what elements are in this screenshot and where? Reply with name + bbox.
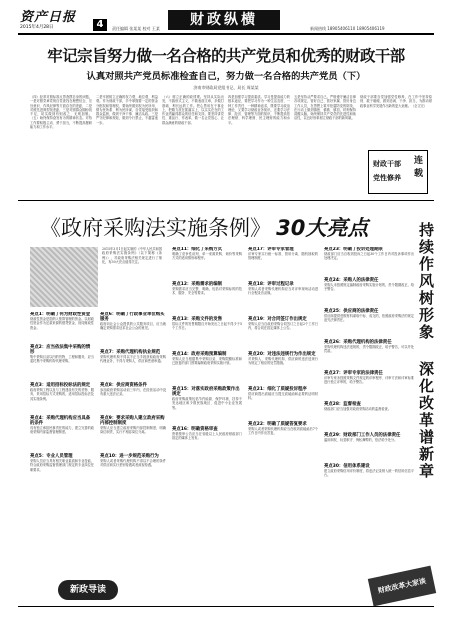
point-text: 资格预审公告应当在省级以上人民政府财政部门指定的媒体上发布。: [172, 432, 242, 441]
points-col-1: [30, 312, 94, 574]
masthead-divider: [18, 33, 434, 35]
vertical-slogan: 持续作风树形象 深化改革谱新章: [417, 222, 435, 480]
point-text: 采购代理机构违法违规的，责令限期改正，给予警告，可以并处罚款。: [324, 345, 414, 354]
point-heading: 亮点10：进一步规范采购行为: [100, 454, 159, 459]
point-heading: 亮点1：明确了何为财政性资金: [30, 312, 91, 317]
point-text: 采购人或者采购代理机构应当对评审现场活动进行全程录音录像。: [248, 287, 318, 296]
points-col-2: [100, 312, 166, 574]
point-text: 明确了竞争性谈判、单一来源采购、询价等采购方式的适用情形和程序。: [172, 252, 242, 261]
footer-rule: [18, 606, 434, 607]
point-text: 评审专家实行统一标准、管用分离、随机抽取的管理制度。: [248, 252, 318, 261]
point-text: 财政部门应当自收到投诉之日起30个工作日内对投诉事项作出处理决定。: [324, 252, 414, 261]
point-heading: 亮点6：明确了行政事业单位购买服务: [100, 312, 165, 322]
point-heading: 亮点15：对落实政府采购政策作出规定: [172, 387, 240, 397]
points-col-3: [172, 247, 242, 574]
feature-intro: 2015年3月1日起实施的《中华人民共和国政府采购法实施条例》（以下简称《条例》），对政府采购法相关规定进行了细化，有30大亮点值得关注。: [102, 247, 162, 264]
edition-number: 4: [93, 19, 107, 31]
point-heading: 亮点17：评审专家管理: [248, 247, 294, 252]
sidebar-box: [368, 150, 428, 194]
section-divider: [18, 200, 434, 201]
point-heading: 亮点19：对合同签订作出规定: [248, 317, 307, 322]
bottom-left-banner: [58, 580, 118, 600]
point-text: 集中采购目录以内的货物、工程和服务，应当委托集中采购机构代理采购。: [30, 355, 94, 364]
article-column: 四是加强学习提高素质。学习是提高能力的根本途径，要把学习作为一种生活态度、一种工作责任、一种精神追求，既要学习政治理论，又要学习财政业务知识，还要学习法律、经济、管理等方面的知识，不断提高依法理财、科学理财、民主理财的能力和水平。: [228, 95, 290, 125]
point-text: 供应商提供虚假材料谋取中标、成交的，依照政府采购法的规定追究法律责任。: [324, 314, 414, 323]
point-heading: 亮点26：采购代理机构的法律责任: [324, 340, 392, 345]
date-line: 2015年4月28日: [20, 25, 54, 30]
point-heading: 亮点25：供应商的法律责任: [324, 309, 379, 314]
point-text: 采购人应当建立政府采购内部控制制度，明确岗位职责，实行不相容岗位分离。: [100, 426, 166, 435]
sub-headline: 认真对照共产党员标准检查自己，努力做一名合格的共产党员（下）: [86, 71, 366, 82]
point-heading: 亮点9：要求采购人建立政府采购内部控制制度: [100, 416, 165, 426]
point-text: 采购人应当根据集中采购目录、采购限额标准和已批复的部门预算编制政府采购实施计划。: [172, 357, 242, 366]
point-heading: 亮点22：明确了质疑答复要求: [248, 422, 307, 427]
point-text: 参加政府采购活动前三年内，在经营活动中没有重大违法记录。: [100, 388, 166, 397]
feature-title-highlight: 30大亮点: [276, 216, 369, 240]
byline: 济南市财政局党组书记、局长 周某某: [193, 85, 259, 90]
point-heading: 亮点12：采购需求的编制: [172, 282, 223, 287]
point-text: 财政性资金是指纳入预算管理的资金。以财政性资金作为还款来源的借贷资金，视同财政性资金。: [30, 317, 94, 330]
article-column: 五是坚持从严要求自己。严格遵守廉洁自律各项规定，管好自己、管好家属、管好身边工作人员，在思想上筑牢拒腐防变的防线，在行动上做到慎独、慎微、慎初，时刻保持清醒头脑，始终保持共产党员的先进性和纯洁性，以良好形象树立财政干部的新风貌。: [294, 95, 356, 121]
point-heading: 亮点5：专业人员管理: [30, 454, 73, 459]
point-heading: 亮点27：评审专家的法律责任: [324, 371, 383, 376]
contact-line: 新闻热线 18905406110 18905406119: [310, 26, 385, 31]
points-col-4: [248, 247, 318, 574]
point-heading: 亮点14：政府采购预算编制: [172, 352, 227, 357]
point-heading: 亮点7：采购代理机构执业规范: [100, 350, 161, 355]
point-heading: 亮点20：对违法违规行为作出规定: [248, 352, 316, 357]
sidebar-line2: 党性修养: [373, 174, 401, 182]
point-text: 采购人应当自政府采购合同签订之日起2个工作日内，将合同在指定媒体上公告。: [248, 322, 318, 331]
point-text: 采购需求应当完整、明确，包括对采购标的的技术、服务、安全等要求。: [172, 287, 242, 296]
point-text: 采购人员应当具有相关职业素质和专业技能，符合政府采购监督管理部门规定的专业岗位任职要求。: [30, 459, 94, 472]
point-heading: 亮点3：适用招标投标法的规定: [30, 383, 91, 388]
point-text: 滥用职权、玩忽职守、徇私舞弊的，依法给予处分。: [324, 438, 398, 442]
edition-meta: 责任编辑 张某某 校对 王某: [112, 26, 160, 31]
point-heading: 亮点30：信用体系建设: [324, 464, 370, 469]
paper-logo: 资产日报: [20, 10, 77, 25]
point-text: 具有独立承担民事责任的能力，建立完善的政府采购内部监督管理制度。: [30, 426, 94, 435]
point-heading: 亮点8：供应商资格条件: [100, 383, 147, 388]
article-column: （四）经常对照标准反思查摆自身的问题。一是对照党章党规自觉查找在理想信念、宗旨意识、作风纪律等方面存在的差距，二是对照先进典型找差距，三是对照群众期盼找不足，切实做到有则改之、无则加勉。（五）始终保持奋发有为的精神状态。对待工作要积极主动、勇于担当，不断提高履职能力和工作水平。: [30, 95, 92, 130]
point-text: 采购人未按照规定编制政府采购实施计划的，责令限期改正，给予警告。: [324, 283, 414, 292]
sidebar-vertical: 连载: [412, 155, 422, 181]
feature-title: [40, 212, 390, 242]
point-text: 供应商提出质疑应当提交质疑函和必要的证明材料。: [248, 392, 318, 401]
feature-illustration: [30, 247, 98, 307]
point-heading: 亮点13：采购文件的发售: [172, 317, 223, 322]
point-heading: 亮点23：明确了投诉处理期限: [324, 247, 383, 252]
point-text: 采购代理机构不得以不正当手段获取政府采购代理业务，不得与采购人、供应商恶意串通。: [100, 355, 166, 364]
point-text: 建立政府采购信用评价制度，将违法记录纳入统一的信用信息平台。: [324, 469, 414, 478]
bottom-right-banner-text: 财政改革大家谈: [377, 576, 427, 596]
point-heading: 亮点28：监督检查: [324, 402, 361, 407]
point-text: 政府向社会公众提供的公共服务项目，应当就确定采购需求征求社会公众的意见。: [100, 322, 166, 331]
sidebar-line1: 财政干部: [373, 160, 401, 168]
point-text: 招标文件的发售期限自开始发出之日起不得少于5个工作日。: [172, 322, 242, 331]
point-text: 政府采购工程以及与工程建设有关的货物、服务，采用招标方式采购的，适用招标投标法及其实施条例。: [30, 388, 94, 401]
point-text: 对采购人、采购代理机构、供应商的违法违规行为规定了相应的处罚措施。: [248, 357, 318, 366]
point-heading: 亮点2：应当依法集中采购的情形: [30, 345, 91, 355]
article-column: 二是牢固树立正确的权力观、地位观、利益观。作为财政干部，手中掌握着一定的资金分配权和管理权，要始终做到权为民所用、情为民所系、利为民所谋，自觉接受组织和群众监督，做到干净干事、廉洁从政。三是严守纪律和规矩，做到令行禁止，不越雷池一步。: [96, 95, 158, 125]
point-text: 财政部门应当加强对政府采购活动的监督检查。: [324, 407, 391, 411]
point-text: 采购人或者采购代理机构应当在收到质疑函后7个工作日内作出答复。: [248, 427, 318, 436]
section-title: 财政纵横: [190, 12, 258, 28]
feature-title-main: 《政府采购法实施条例》: [40, 216, 271, 240]
point-heading: 亮点16：明确资格审查: [172, 427, 218, 432]
point-heading: 亮点11：细化了采购方式: [172, 247, 223, 252]
point-text: 政府采购政策包括节约能源、保护环境、扶持不发达地区和少数民族地区、促进中小企业发展等。: [172, 397, 242, 410]
point-text: 评审专家未按照采购文件规定的评审程序、评审方法和评审标准进行独立评审的，给予警告。: [324, 376, 414, 385]
point-heading: 亮点21：细化了质疑投诉程序: [248, 387, 307, 392]
point-heading: 亮点29：财政部门工作人员的法律责任: [324, 433, 401, 438]
points-col-5: [324, 247, 414, 574]
main-headline: 牢记宗旨努力做一名合格的共产党员和优秀的财政干部: [47, 47, 405, 65]
point-heading: 亮点4：采购代理机构应当具备的条件: [30, 416, 91, 426]
bottom-left-banner-text: 新政导读: [69, 585, 106, 595]
point-heading: 亮点24：采购人的法律责任: [324, 278, 379, 283]
point-heading: 亮点18：评审过程记录: [248, 282, 294, 287]
point-text: 采购人或者采购代理机构不得以不合理的条件对供应商实行差别待遇或者歧视待遇。: [100, 459, 166, 468]
section-title-box: [168, 10, 280, 30]
article-column: （六）树立正确的政绩观。坚持从实际出发，不搞形式主义，不做表面文章，多做打基础、利长远的工作。把心思用在干事业上，把精力放在抓落实上，以实实在在的工作业绩赢得群众的信任和支持。要坚持讲党性、重品行、作表率，做一名让党放心、让群众满意的财政干部。: [162, 95, 224, 125]
article-column: 财政干部要自觉加强党性修养，在工作中坚持原则、敢于碰硬，做到忠诚、干净、担当，为推动财政事业科学发展作出新的更大贡献。（全文完）: [360, 95, 432, 108]
